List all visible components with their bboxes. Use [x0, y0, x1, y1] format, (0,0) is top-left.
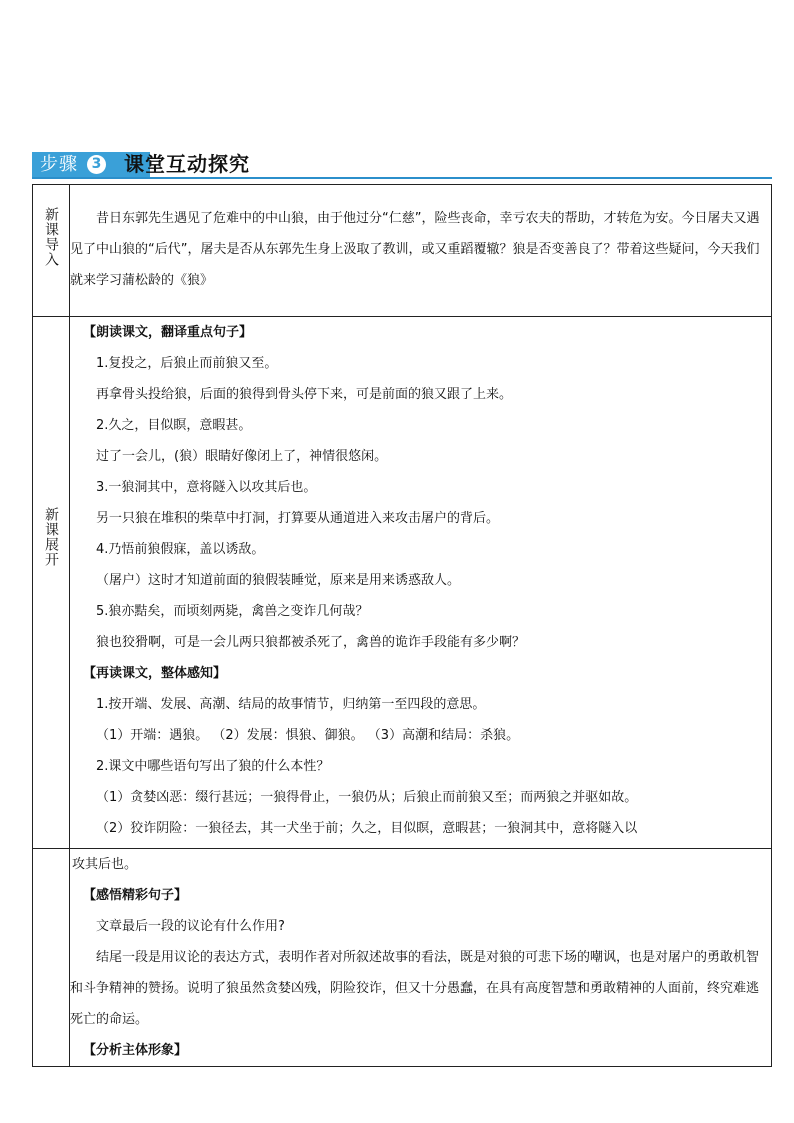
- list-item: 1.复投之，后狼止而前狼又至。: [96, 356, 278, 371]
- content-cell-continued: [70, 849, 772, 1067]
- list-item: 结尾一段是用议论的表达方式，表明作者对所叙述故事的看法，既是对狼的可悲下场的嘲讽，也是对屠户的勇敢机智和斗争精神的赞扬。说明了狼虽然贪婪凶残，阴险狡诈，但又十分愚蠢，在具有高度智慧和勇敢精神的人面前，终究难逃死亡的命运。: [70, 950, 760, 1027]
- step-header: [32, 152, 772, 179]
- list-item: 2.课文中哪些语句写出了狼的什么本性？: [96, 759, 330, 774]
- list-item: 文章最后一段的议论有什么作用?: [96, 919, 285, 934]
- row-continued: [33, 849, 772, 1067]
- list-item: 2.久之，目似瞑，意暇甚。: [96, 418, 252, 433]
- lesson-table: [32, 184, 772, 1067]
- intro-paragraph: 昔日东郭先生遇见了危难中的中山狼，由于他过分“仁慈”，险些丧命，幸亏农夫的帮助，才转危为安。今日屠夫又遇见了中山狼的“后代”，屠夫是否从东郭先生身上汲取了教训，或又重蹈覆辙？狼是否变善良了？带着这些疑问，今天我们就来学习蒲松龄的《狼》: [70, 211, 760, 288]
- list-item: 3.一狼洞其中，意将隧入以攻其后也。: [96, 480, 317, 495]
- section-title: 课堂互动探究: [124, 152, 250, 176]
- list-item: 狼也狡猾啊，可是一会儿两只狼都被杀死了，禽兽的诡诈手段能有多少啊？: [96, 635, 526, 650]
- side-label-expand: 新课展开: [43, 507, 59, 567]
- row-expand: [33, 317, 772, 849]
- list-item: 1.按开端、发展、高潮、结局的故事情节，归纳第一至四段的意思。: [96, 697, 486, 712]
- list-item: （1）开端：遇狼。 （2）发展：惧狼、御狼。 （3）高潮和结局：杀狼。: [96, 728, 520, 743]
- row-intro: [33, 185, 772, 317]
- step-number: 3: [87, 155, 106, 174]
- subheading: 【再读课文，整体感知】: [83, 666, 227, 681]
- list-item: （2）狡诈阴险：一狼径去，其一犬坐于前；久之，目似瞑，意暇甚；一狼洞其中，意将隧入以: [96, 821, 638, 836]
- subheading: 【朗读课文，翻译重点句子】: [83, 325, 253, 340]
- list-item: 5.狼亦黠矣，而顷刻两毙，禽兽之变诈几何哉？: [96, 604, 369, 619]
- list-item: 4.乃悟前狼假寐，盖以诱敌。: [96, 542, 265, 557]
- side-cell-continued: [33, 849, 70, 1067]
- list-item: 过了一会儿，(狼）眼睛好像闭上了，神情很悠闲。: [96, 449, 388, 464]
- side-label-intro: 新课导入: [43, 207, 59, 267]
- list-item: 攻其后也。: [72, 857, 138, 872]
- subheading: 【分析主体形象】: [83, 1043, 188, 1058]
- step-label: 步骤: [40, 154, 78, 175]
- side-cell-expand: [33, 317, 70, 849]
- list-item: （1）贪婪凶恶：缀行甚远；一狼得骨止，一狼仍从；后狼止而前狼又至；而两狼之并驱如故。: [96, 790, 638, 805]
- list-item: （屠户）这时才知道前面的狼假装睡觉，原来是用来诱惑敌人。: [96, 573, 461, 588]
- list-item: 另一只狼在堆积的柴草中打洞，打算要从通道进入来攻击屠户的背后。: [96, 511, 500, 526]
- side-cell-intro: [33, 185, 70, 317]
- list-item: 再拿骨头投给狼，后面的狼得到骨头停下来，可是前面的狼又跟了上来。: [96, 387, 513, 402]
- header-underline: [32, 177, 772, 179]
- content-cell-expand: [70, 317, 772, 849]
- content-cell-intro: [70, 185, 772, 317]
- subheading: 【感悟精彩句子】: [83, 888, 188, 903]
